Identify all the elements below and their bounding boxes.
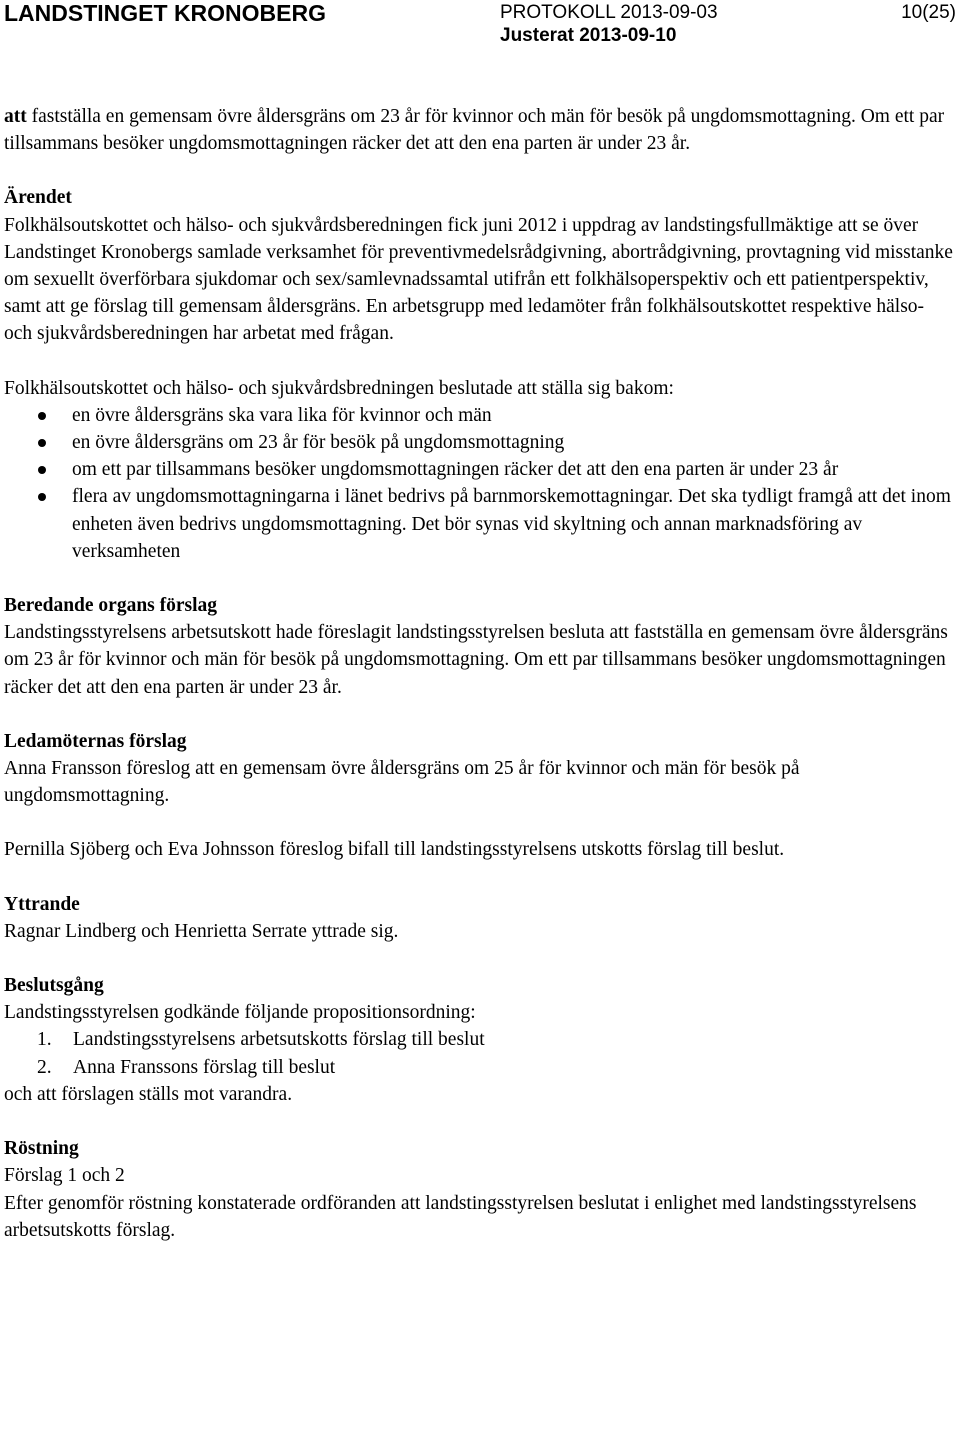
decision-bullet-list — [4, 402, 954, 565]
section-heading-rostning: Röstning — [4, 1138, 79, 1160]
bullet-text: flera av ungdomsmottagningarna i länet bedrivs på barnmorskemottagningar. Det ska tydligt framgå att det inom enheten även bedrivs ungdomsmottagning. Det bör synas vid skyltning och annan marknadsföring av verksamheten — [72, 486, 951, 562]
page-number: 10(25) — [901, 2, 956, 23]
proposition-text: Landstingsstyrelsens arbetsutskotts förslag till beslut — [73, 1029, 485, 1051]
bullet-text: en övre åldersgräns ska vara lika för kvinnor och män — [72, 404, 492, 426]
proposition-item — [4, 1054, 954, 1081]
intro-bold-word: att — [4, 106, 27, 127]
bullet-item — [4, 483, 954, 565]
section-heading-yttrande: Yttrande — [4, 893, 80, 915]
ledamoter-paragraph-1: Anna Fransson föreslog att en gemensam övre åldersgräns om 25 år för kvinnor och män för besök på ungdomsmottagning. — [4, 758, 800, 807]
bullet-item — [4, 402, 954, 429]
intro-text: fastställa en gemensam övre åldersgräns om 23 år för kvinnor och män för besök på ungdomsmottagning. Om ett par tillsammans besöker ungdomsmottagningen räcker det att den ena parten är under 23 år. — [4, 106, 945, 155]
beredande-paragraph: Landstingsstyrelsens arbetsutskott hade föreslagit landstingsstyrelsen besluta att fastställa en gemensam övre åldersgräns om 23 år för kvinnor och män för besök på ungdomsmottagning. Om ett par tillsammans besöker ungdomsmottagningen räcker det att den ena parten är under 23 år. — [4, 622, 948, 698]
bullet-text: om ett par tillsammans besöker ungdomsmottagningen räcker det att den ena parten är under 23 år — [72, 459, 839, 481]
protocol-date: PROTOKOLL 2013-09-03 — [500, 2, 718, 23]
bullet-dot-icon — [38, 466, 46, 474]
intro-paragraph — [4, 103, 954, 157]
bullet-item — [4, 456, 954, 483]
section-heading-beredande: Beredande organs förslag — [4, 595, 218, 617]
proposition-list — [4, 1026, 954, 1080]
beslutsgang-intro: Landstingsstyrelsen godkände följande propositionsordning: — [4, 1002, 476, 1024]
rostning-paragraph: Efter genomför röstning konstaterade ordföranden att landstingsstyrelsen beslutat i enlighet med landstingsstyrelsens arbetsutskotts förslag. — [4, 1192, 917, 1241]
bullet-dot-icon — [38, 493, 46, 501]
bullet-text: en övre åldersgräns om 23 år för besök på ungdomsmottagning — [72, 432, 565, 454]
organization-name: LANDSTINGET KRONOBERG — [4, 0, 326, 26]
arendet-paragraph: Folkhälsoutskottet och hälso- och sjukvårdsberedningen fick juni 2012 i uppdrag av landstingsfullmäktige att se över Landstinget Kronobergs samlade verksamhet för preventivmedelsrådgivning, abortrådgivning, provtagning vid misstanke om sexuellt överförbara sjukdomar och sex/samlevnadssamtal utifrån ett folkhälsoperspektiv och ett patientperspektiv, samt att ge förslag till gemensam åldersgräns. En arbetsgrupp med ledamöter från folkhälsoutskottet respektive hälso- och sjukvårdsberedningen har arbetat med frågan. — [4, 214, 953, 345]
bullet-dot-icon — [38, 439, 46, 447]
yttrande-paragraph: Ragnar Lindberg och Henrietta Serrate yttrade sig. — [4, 920, 399, 942]
proposition-number: 2. — [37, 1056, 52, 1078]
document-body — [4, 103, 954, 1244]
page-header — [4, 0, 956, 60]
ledamoter-paragraph-2: Pernilla Sjöberg och Eva Johnsson föreslog bifall till landstingsstyrelsens utskotts förslag till beslut. — [4, 839, 785, 861]
checked-date: Justerat 2013-09-10 — [500, 25, 677, 46]
proposition-number: 1. — [37, 1029, 52, 1051]
section-heading-beslutsgang: Beslutsgång — [4, 975, 104, 997]
bullet-item — [4, 429, 954, 456]
section-heading-arendet: Ärendet — [4, 187, 72, 209]
section-heading-ledamoter: Ledamöternas förslag — [4, 730, 187, 752]
proposition-item — [4, 1026, 954, 1053]
proposition-text: Anna Franssons förslag till beslut — [73, 1056, 336, 1078]
bullet-dot-icon — [38, 412, 46, 420]
beslutsgang-outro: och att förslagen ställs mot varandra. — [4, 1083, 293, 1105]
decision-intro: Folkhälsoutskottet och hälso- och sjukvårdsbredningen beslutade att ställa sig bakom: — [4, 377, 674, 399]
rostning-subtitle: Förslag 1 och 2 — [4, 1165, 125, 1187]
